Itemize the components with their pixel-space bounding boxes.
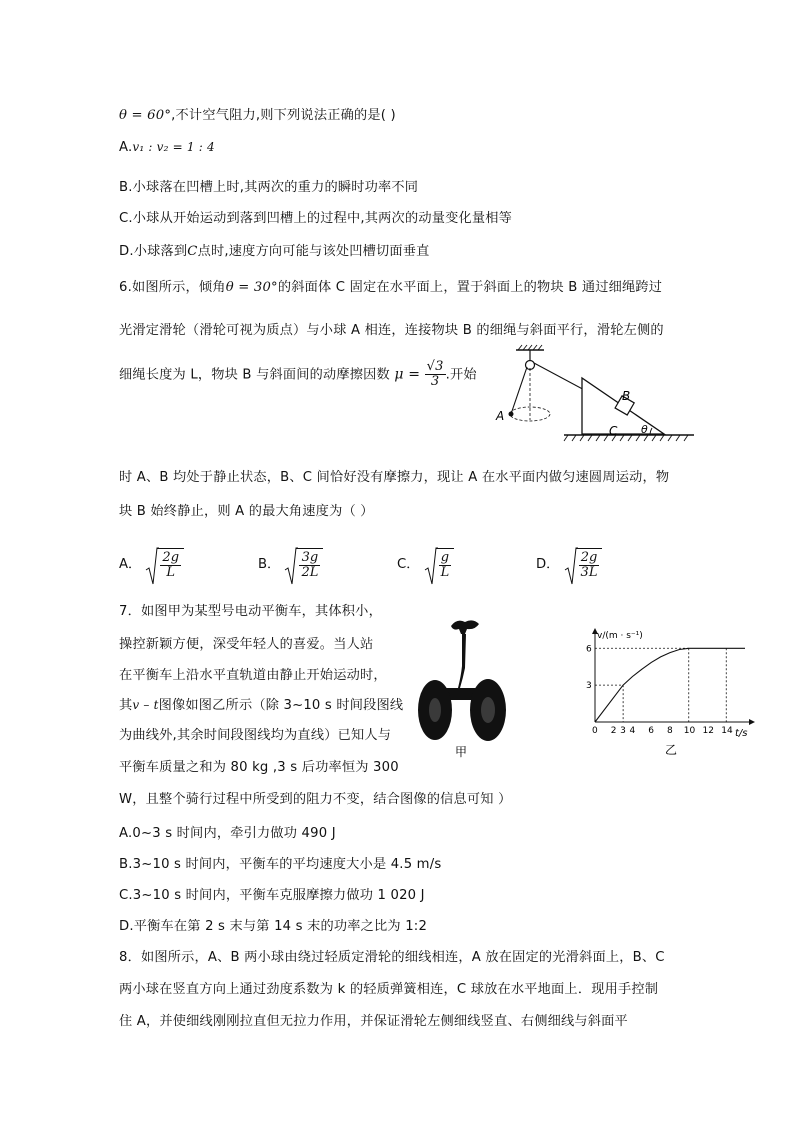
q6-mu-fraction bbox=[425, 360, 446, 389]
q7-line-4b: 图像如图乙所示（除 3~10 s 时间段图线 bbox=[158, 698, 404, 713]
vt-x-tick-3: 3 bbox=[620, 726, 626, 736]
q6-option-b bbox=[258, 548, 323, 580]
q7-scooter-handle bbox=[451, 620, 479, 634]
vt-x-tick-4: 4 bbox=[629, 726, 636, 736]
q6-line-2: 光滑定滑轮（滑轮可视为质点）与小球 A 相连，连接物块 B 的细绳与斜面平行，滑轮左侧的 bbox=[119, 323, 664, 338]
vt-series-line bbox=[595, 648, 745, 722]
q6-option-c-den: L bbox=[440, 565, 450, 580]
q6-line-3a: 细绳长度为 L，物块 B 与斜面间的动摩擦因数 bbox=[119, 367, 390, 383]
q6-option-c-sqrt bbox=[424, 548, 455, 580]
q7-vt: v – t bbox=[132, 698, 159, 712]
q7-vt-axes bbox=[592, 628, 755, 725]
q7-vt-series bbox=[595, 648, 745, 722]
vt-x-tick-8: 8 bbox=[667, 726, 673, 736]
q6-option-a bbox=[119, 548, 184, 580]
q6-mu-num: √3 bbox=[426, 359, 444, 374]
q7-label-yi: 乙 bbox=[665, 743, 678, 757]
q6-option-c bbox=[397, 548, 454, 580]
vt-y-tick-6: 6 bbox=[586, 644, 592, 655]
q7-option-a: A.0~3 s 时间内，牵引力做功 490 J bbox=[119, 826, 336, 841]
q6-option-c-num: g bbox=[439, 551, 452, 566]
q6-option-d bbox=[536, 548, 602, 580]
q7-scooter-figure bbox=[413, 612, 513, 760]
q6-ball-a bbox=[509, 412, 514, 417]
q7-option-d: D.平衡车在第 2 s 末与第 14 s 末的功率之比为 1:2 bbox=[119, 919, 428, 934]
q6-option-a-num: 2g bbox=[162, 550, 180, 565]
q6-label-b: B bbox=[622, 389, 631, 403]
q5-option-c: C.小球从开始运动到落到凹槽上的过程中,其两次的动量变化量相等 bbox=[119, 211, 513, 226]
q8-line-3: 住 A，并使细线刚刚拉直但无拉力作用，并保证滑轮左侧细线竖直、右侧细线与斜面平 bbox=[119, 1014, 628, 1029]
q6-option-c-label: C． bbox=[397, 557, 420, 572]
q6-line-1a: 6.如图所示，倾角 bbox=[119, 280, 226, 295]
q8-line-1: 8．如图所示，A、B 两小球由绕过轻质定滑轮的细线相连，A 放在固定的光滑斜面上，B、C bbox=[119, 950, 665, 965]
q6-line-3 bbox=[119, 360, 477, 389]
q6-incline-figure bbox=[494, 344, 700, 456]
q7-line-2: 操控新颖方便，深受年轻人的喜爱。当人站 bbox=[119, 637, 374, 652]
q6-option-b-sqrt bbox=[284, 548, 323, 580]
q6-option-d-num: 2g bbox=[579, 551, 600, 566]
vt-x-tick-10: 10 bbox=[683, 726, 696, 736]
q7-option-c: C.3~10 s 时间内，平衡车克服摩擦力做功 1 020 J bbox=[119, 888, 425, 903]
q5-option-b: B.小球落在凹槽上时,其两次的重力的瞬时功率不同 bbox=[119, 180, 419, 195]
q6-option-b-label: B． bbox=[258, 557, 281, 572]
q7-vt-xlabel: t/s bbox=[735, 728, 748, 739]
q6-option-a-den: L bbox=[166, 565, 176, 580]
q5-option-d bbox=[119, 240, 430, 259]
q6-option-a-label: A． bbox=[119, 557, 142, 572]
q7-line-6: 平衡车质量之和为 80 kg ,3 s 后功率恒为 300 bbox=[119, 760, 399, 775]
q6-line-4: 时 A、B 均处于静止状态，B、C 间恰好没有摩擦力，现让 A 在水平面内做匀速圆周运动，物 bbox=[119, 470, 670, 485]
q7-line-5: 为曲线外,其余时间段图线均为直线）已知人与 bbox=[119, 728, 392, 743]
q6-line-3b: .开始 bbox=[445, 367, 477, 383]
q7-option-b: B.3~10 s 时间内，平衡车的平均速度大小是 4.5 m/s bbox=[119, 857, 442, 872]
vt-x-tick-0: 0 bbox=[592, 726, 598, 736]
q6-option-b-den: 2L bbox=[301, 565, 319, 580]
q7-line-3: 在平衡车上沿水平直轨道由静止开始运动时， bbox=[119, 668, 387, 683]
vt-x-tick-6: 6 bbox=[648, 726, 654, 736]
q5-option-d-suffix: 点时,速度方向可能与该处凹槽切面垂直 bbox=[197, 244, 430, 259]
q6-mu-den: 3 bbox=[430, 374, 440, 389]
q7-line-4 bbox=[119, 694, 403, 713]
q5-theta: θ = 60° bbox=[119, 108, 172, 123]
q7-vt-ylabel: v/(m · s⁻¹) bbox=[597, 631, 643, 641]
q5-option-a bbox=[119, 140, 215, 155]
q5-option-a-label: A. bbox=[119, 140, 133, 155]
q5-stem-text: ,不计空气阻力,则下列说法正确的是( ) bbox=[171, 108, 396, 123]
q6-line-1 bbox=[119, 276, 662, 295]
q6-label-a: A bbox=[496, 409, 505, 423]
q6-label-c: C bbox=[609, 424, 618, 438]
q5-option-a-math: v₁ : v₂ = 1 : 4 bbox=[132, 140, 215, 154]
q7-line-4a: 其 bbox=[119, 698, 133, 713]
q5-stem bbox=[119, 104, 396, 123]
q6-mu: μ = bbox=[394, 366, 421, 383]
q7-vt-chart bbox=[583, 628, 761, 758]
q6-option-b-num: 3g bbox=[299, 551, 320, 566]
q7-line-1: 7．如图甲为某型号电动平衡车，其体积小， bbox=[119, 604, 382, 619]
q7-line-7: W，且整个骑行过程中所受到的阻力不变，结合图像的信息可知 ） bbox=[119, 792, 512, 807]
q6-line-1b: 的斜面体 C 固定在水平面上，置于斜面上的物块 B 通过细绳跨过 bbox=[277, 280, 663, 295]
q6-option-d-label: D． bbox=[536, 557, 560, 572]
q6-option-d-den: 3L bbox=[580, 565, 598, 580]
vt-x-tick-14: 14 bbox=[721, 726, 733, 736]
q8-line-2: 两小球在竖直方向上通过劲度系数为 k 的轻质弹簧相连，C 球放在水平地面上．现用手控制 bbox=[119, 982, 659, 997]
vt-x-tick-2: 2 bbox=[610, 726, 617, 736]
q6-theta: θ = 30° bbox=[225, 280, 278, 295]
q7-label-jia: 甲 bbox=[455, 745, 468, 759]
vt-y-tick-3: 3 bbox=[586, 681, 592, 692]
q5-option-d-c: C bbox=[187, 244, 198, 259]
q6-option-a-sqrt bbox=[145, 548, 184, 580]
vt-x-arrow bbox=[749, 719, 755, 725]
q6-line-5: 块 B 始终静止，则 A 的最大角速度为（ ） bbox=[119, 504, 374, 519]
q5-option-d-prefix: D.小球落到 bbox=[119, 244, 188, 259]
q6-option-d-sqrt bbox=[564, 548, 603, 580]
q6-label-theta: θ bbox=[641, 423, 648, 436]
vt-x-tick-12: 12 bbox=[702, 726, 714, 736]
q7-vt-guides bbox=[595, 648, 726, 722]
